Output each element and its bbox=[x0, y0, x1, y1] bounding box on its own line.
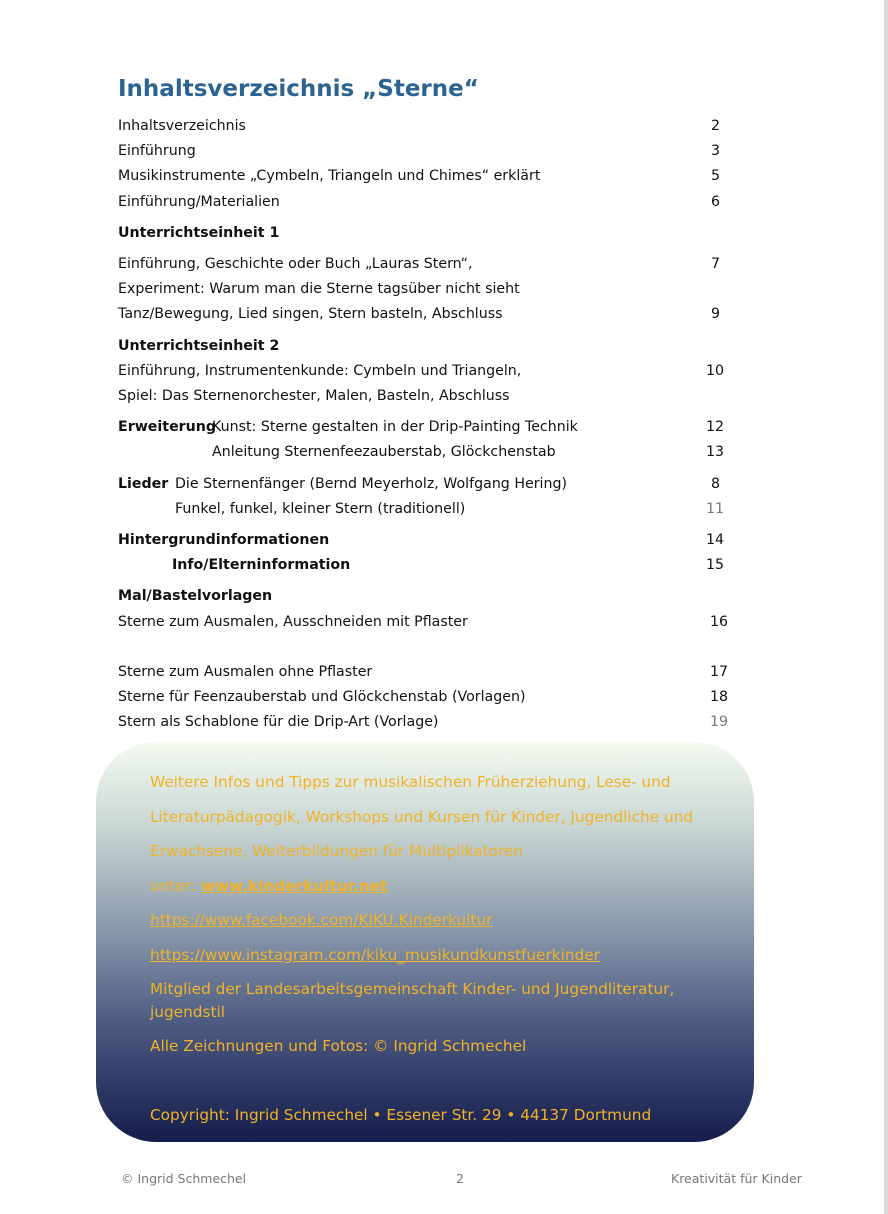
toc-entry-page: 17 bbox=[709, 664, 728, 680]
toc-entry-text: Tanz/Bewegung, Lied singen, Stern basteln, Abschluss bbox=[118, 306, 503, 322]
toc-entry-page: 19 bbox=[709, 714, 728, 730]
toc-entry-page: 18 bbox=[709, 689, 728, 705]
footer-page-number: 2 bbox=[456, 1171, 464, 1186]
footer-title: Kreativität für Kinder bbox=[671, 1171, 802, 1186]
toc-entry-page: 16 bbox=[709, 614, 728, 630]
instagram-link[interactable]: https://www.instagram.com/kiku_musikundkunstfuerkinder bbox=[150, 946, 600, 964]
toc-entry-page: 9 bbox=[710, 306, 720, 322]
info-text: Erwachsene, Weiterbildungen für Multiplikatoren bbox=[150, 842, 523, 860]
toc-entry-page: 8 bbox=[710, 476, 720, 492]
section-heading: Mal/Bastelvorlagen bbox=[118, 588, 273, 604]
toc-entry-page: 5 bbox=[710, 168, 720, 184]
toc-entry-text: Inhaltsverzeichnis bbox=[118, 118, 246, 134]
toc-entry-text: Einführung bbox=[118, 143, 196, 159]
photo-credit-text: Alle Zeichnungen und Fotos: © Ingrid Schmechel bbox=[150, 1037, 527, 1055]
toc-entry-text: Einführung/Materialien bbox=[118, 194, 280, 210]
section-heading: Unterrichtseinheit 2 bbox=[118, 338, 280, 354]
toc-entry-text: Hintergrundinformationen bbox=[118, 532, 330, 548]
toc-entry-text: Einführung, Instrumentenkunde: Cymbeln und Triangeln, bbox=[118, 363, 522, 379]
info-website-line bbox=[150, 877, 388, 895]
toc-entry-text: Sterne für Feenzauberstab und Glöckchenstab (Vorlagen) bbox=[118, 689, 526, 705]
toc-entry-page: 13 bbox=[705, 444, 724, 460]
toc-entry-page: 6 bbox=[710, 194, 720, 210]
info-text: Literaturpädagogik, Workshops und Kursen für Kinder, Jugendliche und bbox=[150, 808, 694, 826]
info-box bbox=[96, 742, 754, 1142]
toc-entry-page: 11 bbox=[705, 501, 724, 517]
toc-entry-page: 12 bbox=[705, 419, 724, 435]
toc-entry-text: Einführung, Geschichte oder Buch „Lauras Stern“, bbox=[118, 256, 473, 272]
toc-entry-text: Anleitung Sternenfeezauberstab, Glöckchenstab bbox=[212, 444, 556, 460]
toc-entry-text: Kunst: Sterne gestalten in der Drip-Painting Technik bbox=[212, 419, 578, 435]
website-link[interactable]: www.kinderkultur.net bbox=[200, 877, 388, 895]
info-text: unter: bbox=[150, 877, 201, 895]
toc-entry-text: Experiment: Warum man die Sterne tagsüber nicht sieht bbox=[118, 281, 520, 297]
membership-text: Mitglied der Landesarbeitsgemeinschaft Kinder- und Jugendliteratur, bbox=[150, 980, 675, 998]
membership-text: jugendstil bbox=[150, 1003, 225, 1021]
toc-entry-page: 10 bbox=[705, 363, 724, 379]
section-heading: Unterrichtseinheit 1 bbox=[118, 225, 280, 241]
toc-entry-page: 7 bbox=[710, 256, 720, 272]
facebook-line bbox=[150, 911, 492, 929]
toc-entry-text: Info/Elterninformation bbox=[172, 557, 351, 573]
copyright-text: Copyright: Ingrid Schmechel • Essener Str. 29 • 44137 Dortmund bbox=[150, 1106, 652, 1124]
info-text: Weitere Infos und Tipps zur musikalischen Früherziehung, Lese- und bbox=[150, 773, 671, 791]
toc-entry-text: Musikinstrumente „Cymbeln, Triangeln und Chimes“ erklärt bbox=[118, 168, 541, 184]
toc-entry-text: Stern als Schablone für die Drip-Art (Vorlage) bbox=[118, 714, 439, 730]
toc-entry-text: Die Sternenfänger (Bernd Meyerholz, Wolfgang Hering) bbox=[175, 476, 568, 492]
toc-entry-text: Sterne zum Ausmalen ohne Pflaster bbox=[118, 664, 373, 680]
facebook-link[interactable]: https://www.facebook.com/KIKU.Kinderkultur bbox=[150, 911, 493, 929]
toc-entry-page: 2 bbox=[710, 118, 720, 134]
toc-entry-text: Spiel: Das Sternenorchester, Malen, Basteln, Abschluss bbox=[118, 388, 510, 404]
footer-author: © Ingrid Schmechel bbox=[121, 1171, 247, 1186]
toc-entry-page: 15 bbox=[705, 557, 724, 573]
section-label: Lieder bbox=[118, 476, 169, 492]
toc-entry-text: Sterne zum Ausmalen, Ausschneiden mit Pflaster bbox=[118, 614, 468, 630]
toc-entry-page: 3 bbox=[710, 143, 720, 159]
instagram-line bbox=[150, 946, 600, 964]
toc-entry-page: 14 bbox=[705, 532, 724, 548]
toc-entry-text: Funkel, funkel, kleiner Stern (traditionell) bbox=[175, 501, 466, 517]
page-edge bbox=[884, 0, 888, 1214]
section-label: Erweiterung bbox=[118, 419, 217, 435]
page-title: Inhaltsverzeichnis „Sterne“ bbox=[118, 76, 479, 102]
